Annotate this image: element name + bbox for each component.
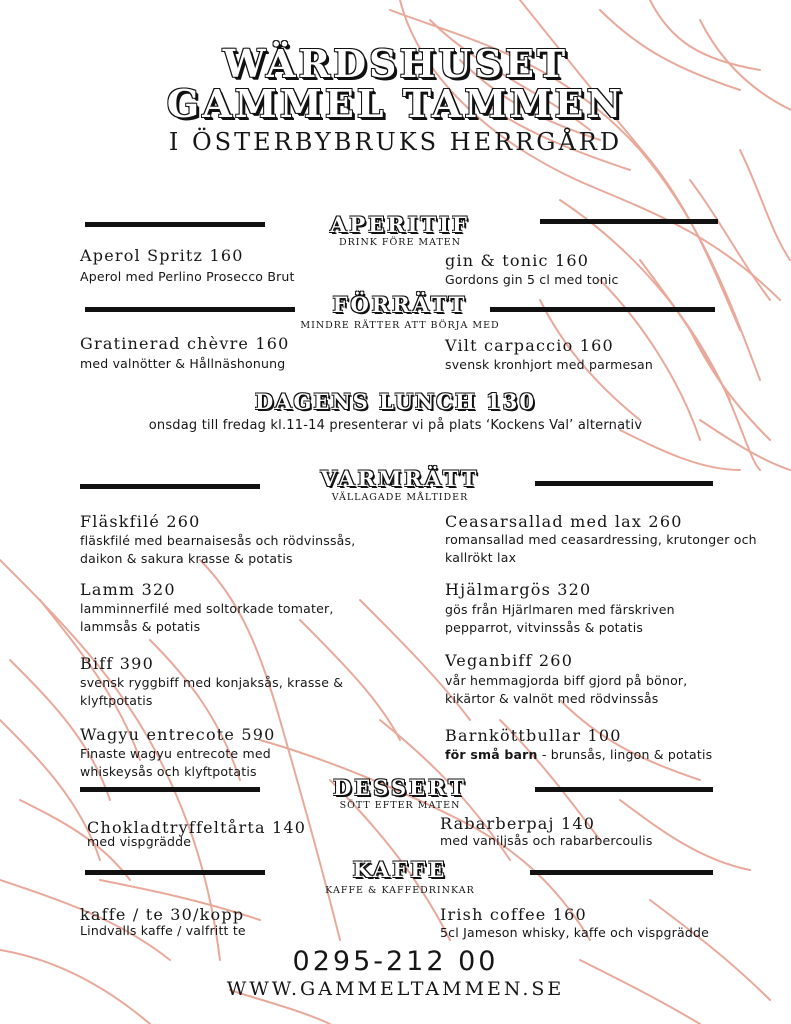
menu-item-desc: vår hemmagjorda biff gjord på bönor, kikärtor & valnöt med rödvinssås <box>445 673 688 706</box>
section-divider-right <box>535 787 713 792</box>
section-divider-left <box>85 222 265 227</box>
section-divider-left <box>85 870 265 875</box>
menu-item-desc: med vispgrädde <box>87 834 192 849</box>
menu-item-name: kaffe / te 30/kopp <box>80 905 245 924</box>
menu-item-name: Fläskfilé 260 <box>80 512 201 531</box>
menu-item-desc: fläskfilé med bearnaisesås och rödvinssås, daikon & sakura krasse & potatis <box>80 533 356 566</box>
lunch-title: DAGENS LUNCH 130 <box>255 389 536 414</box>
section-divider-left <box>85 307 295 312</box>
menu-item-desc: Lindvalls kaffe / valfritt te <box>80 923 246 938</box>
restaurant-name-line1: WÄRDSHUSET <box>222 41 569 86</box>
section-title-dessert: DESSERT <box>333 775 467 800</box>
menu-item-desc: med vaniljsås och rabarbercoulis <box>440 833 653 848</box>
menu-item-name: gin & tonic 160 <box>445 251 590 270</box>
phone-number: 0295-212 00 <box>292 946 499 977</box>
menu-item-name: Vilt carpaccio 160 <box>445 336 614 355</box>
menu-item-desc: 5cl Jameson whisky, kaffe och vispgrädde <box>440 925 709 940</box>
menu-item-desc <box>445 746 775 764</box>
section-title-kaffe: KAFFE <box>352 857 448 882</box>
section-divider-right <box>540 219 718 224</box>
menu-item-desc-rest: - brunsås, lingon & potatis <box>537 747 713 762</box>
lunch-desc: onsdag till fredag kl.11-14 presenterar vi på plats ‘Kockens Val’ alternativ <box>148 418 643 433</box>
section-divider-right <box>535 481 713 486</box>
menu-item-name: Wagyu entrecote 590 <box>80 725 276 744</box>
menu-item-name: Veganbiff 260 <box>445 651 574 670</box>
menu-item-desc: svensk kronhjort med parmesan <box>445 357 654 372</box>
section-subtitle-aperitif: DRINK FÖRE MATEN <box>338 237 462 248</box>
menu-item-desc: gös från Hjärlmaren med färskriven pepparrot, vitvinssås & potatis <box>445 602 675 635</box>
section-divider-left <box>80 787 260 792</box>
menu-item-desc: Gordons gin 5 cl med tonic <box>445 272 619 287</box>
menu-item-desc: lamminnerfilé med soltorkade tomater, lammsås & potatis <box>80 601 334 634</box>
section-divider-right <box>530 870 713 875</box>
section-subtitle-dessert: SÖTT EFTER MATEN <box>339 800 461 811</box>
menu-item-name: Irish coffee 160 <box>440 905 587 924</box>
menu-item-name: Lamm 320 <box>80 580 176 599</box>
menu-item-name: Gratinerad chèvre 160 <box>80 334 290 353</box>
section-title-forratt: FÖRRÄTT <box>332 292 468 317</box>
section-subtitle-varmratt: VÄLLAGADE MÅLTIDER <box>331 492 469 503</box>
menu-item-name: Aperol Spritz 160 <box>80 246 244 265</box>
menu-item-desc: romansallad med ceasardressing, krutonger och kallrökt lax <box>445 532 757 565</box>
section-subtitle-forratt: MINDRE RÄTTER ATT BÖRJA MED <box>300 320 500 331</box>
menu-item-name: Hjälmargös 320 <box>445 580 592 599</box>
section-title-aperitif: APERITIF <box>330 212 470 237</box>
menu-item-name: Rabarberpaj 140 <box>440 814 596 833</box>
section-subtitle-kaffe: KAFFE & KAFFEDRINKAR <box>325 885 475 896</box>
menu-item-desc-bold: för små barn <box>445 747 538 762</box>
restaurant-name-line2: GAMMEL TAMMEN <box>166 81 625 126</box>
menu-item-name: Biff 390 <box>80 654 154 673</box>
section-divider-left <box>80 484 260 489</box>
menu-item-name: Ceasarsallad med lax 260 <box>445 512 683 531</box>
website-url[interactable]: WWW.GAMMELTAMMEN.SE <box>226 978 565 1000</box>
menu-item-name: Chokladtryffeltårta 140 <box>87 818 307 837</box>
menu-item-desc: svensk ryggbiff med konjaksås, krasse & klyftpotatis <box>80 675 344 708</box>
menu-item-name: Barnköttbullar 100 <box>445 726 622 745</box>
section-title-varmratt: VARMRÄTT <box>320 466 480 491</box>
menu-item-desc: Aperol med Perlino Prosecco Brut <box>80 269 295 284</box>
restaurant-subtitle: I ÖSTERBYBRUKS HERRGÅRD <box>168 128 623 156</box>
menu-item-desc: Finaste wagyu entrecote med whiskeysås och klyftpotatis <box>80 746 271 779</box>
menu-item-desc: med valnötter & Hållnäshonung <box>80 356 286 371</box>
